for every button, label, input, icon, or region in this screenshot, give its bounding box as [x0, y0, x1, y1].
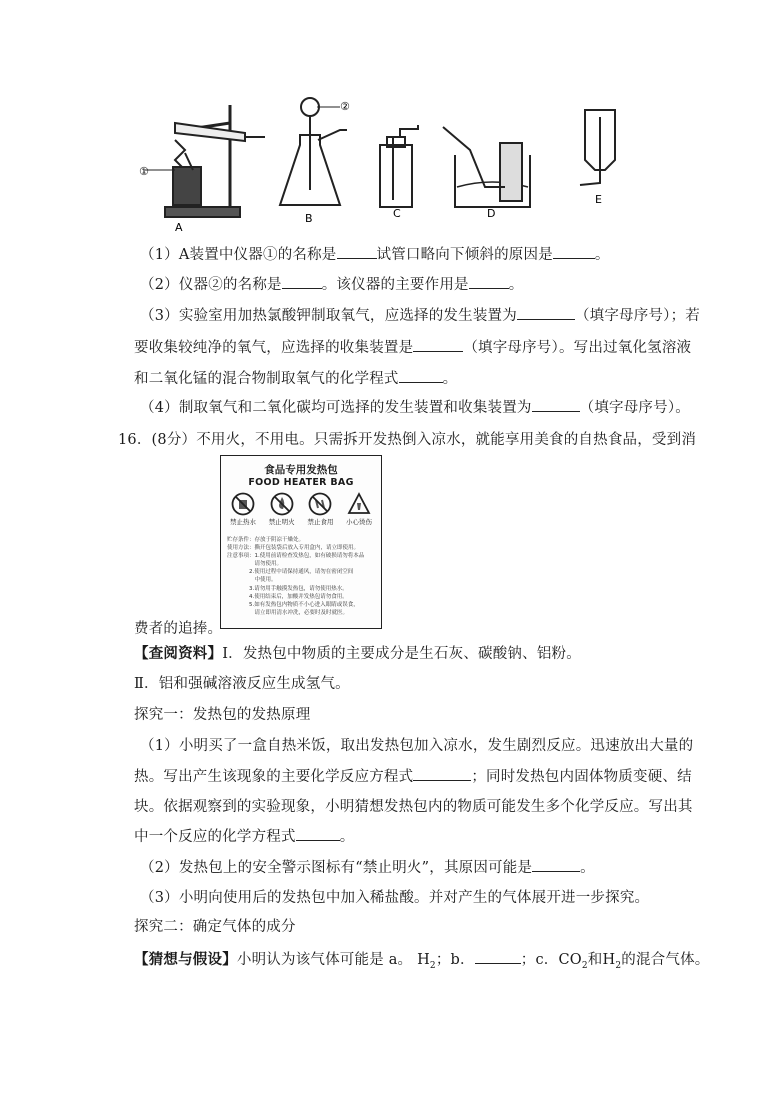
explore-2-heading: 探究二：确定气体的成分 — [134, 919, 296, 935]
caution-icon: 小心烫伤 — [343, 492, 375, 526]
no-fire-icon: 禁止明火 — [266, 492, 298, 526]
e1-line2: 热。写出产生该现象的主要化学反应方程式 ；同时发热包内固体物质变硬、结 — [134, 765, 692, 786]
bag-instructions: 贮存条件：存放于阴凉干燥处。 使用方法：撕开包装袋后放入专用盒内，请立即使用。 注意事项：1.使用前请检查发热包，如有破损请勿将本品 请勿使用。 2.使用过程中请保持通风，请勿在密闭空间 中使用。 3.请勿用手触摸发热包，请勿使用热水。 4.使用结束后，加酸并发热包请勿食用。 5.如有发热包内物质不小心进入眼睛或误食， 请立即用清水冲洗，必要时及时就医。 — [227, 537, 365, 616]
bag-title-en: FOOD HEATER BAG — [248, 477, 354, 488]
ref-1: 【查阅资料】Ⅰ．发热包中物质的主要成分是生石灰、碳酸钠、铝粉。 — [134, 645, 581, 662]
q15-part3: （3）实验室用加热氯酸钾制取氧气，应选择的发生装置为 （填字母序号）；若 — [140, 304, 700, 325]
bag-title-cn: 食品专用发热包 — [264, 464, 338, 476]
hypothesis-line: 【猜想与假设】小明认为该气体可能是 a。 $H_2$；b． ；c．$CO_2$和$H_2$的混合气体。 — [134, 951, 710, 971]
label-e: E — [595, 193, 602, 206]
e3-line: （3）小明向使用后的发热包中加入稀盐酸。并对产生的气体展开进一步探究。 — [140, 890, 650, 906]
q15-part3-line3: 和二氧化锰的混合物制取氧气的化学程式 。 — [134, 367, 457, 388]
no-eat-icon: 禁止食用 — [304, 492, 336, 526]
marker-1: ① — [139, 165, 149, 178]
q16-intro-end: 费者的追捧。 — [134, 621, 223, 637]
e1-line4: 中一个反应的化学方程式 。 — [134, 825, 354, 846]
q15-part1: （1）A装置中仪器①的名称是 试管口略向下倾斜的原因是 。 — [140, 243, 610, 264]
explore-1-heading: 探究一：发热包的发热原理 — [134, 707, 311, 723]
e1-line1: （1）小明买了一盒自热米饭，取出发热包加入凉水，发生剧烈反应。迅速放出大量的 — [140, 738, 694, 754]
q15-part3-line2: 要收集较纯净的氧气，应选择的收集装置是 （填字母序号）。写出过氧化氢溶液 — [134, 336, 691, 357]
label-c: C — [393, 207, 401, 220]
marker-2: ② — [340, 100, 350, 113]
q16-intro: 16．(8分）不用火，不用电。只需拆开发热倒入凉水，就能享用美食的自热食品，受到消 — [118, 432, 697, 448]
stand-base — [165, 207, 240, 217]
e1-line3: 块。依据观察到的实验现象，小明猜想发热包内的物质可能发生多个化学反应。写出其 — [134, 799, 693, 815]
q15-part2: （2）仪器②的名称是 。该仪器的主要作用是 。 — [140, 273, 523, 294]
label-a: A — [175, 221, 183, 234]
e2-line: （2）发热包上的安全警示图标有“禁止明火”，其原因可能是 。 — [140, 856, 595, 877]
q15-part4: （4）制取氧气和二氧化碳均可选择的发生装置和收集装置为 （填字母序号）。 — [140, 396, 690, 417]
no-hot-water-icon: 禁止热水 — [227, 492, 259, 526]
food-heater-bag-image — [220, 455, 382, 629]
label-d: D — [487, 207, 496, 220]
ref-2: Ⅱ．铝和强碱溶液反应生成氢气。 — [134, 676, 350, 692]
label-b: B — [305, 212, 313, 225]
apparatus-figure — [135, 95, 635, 235]
